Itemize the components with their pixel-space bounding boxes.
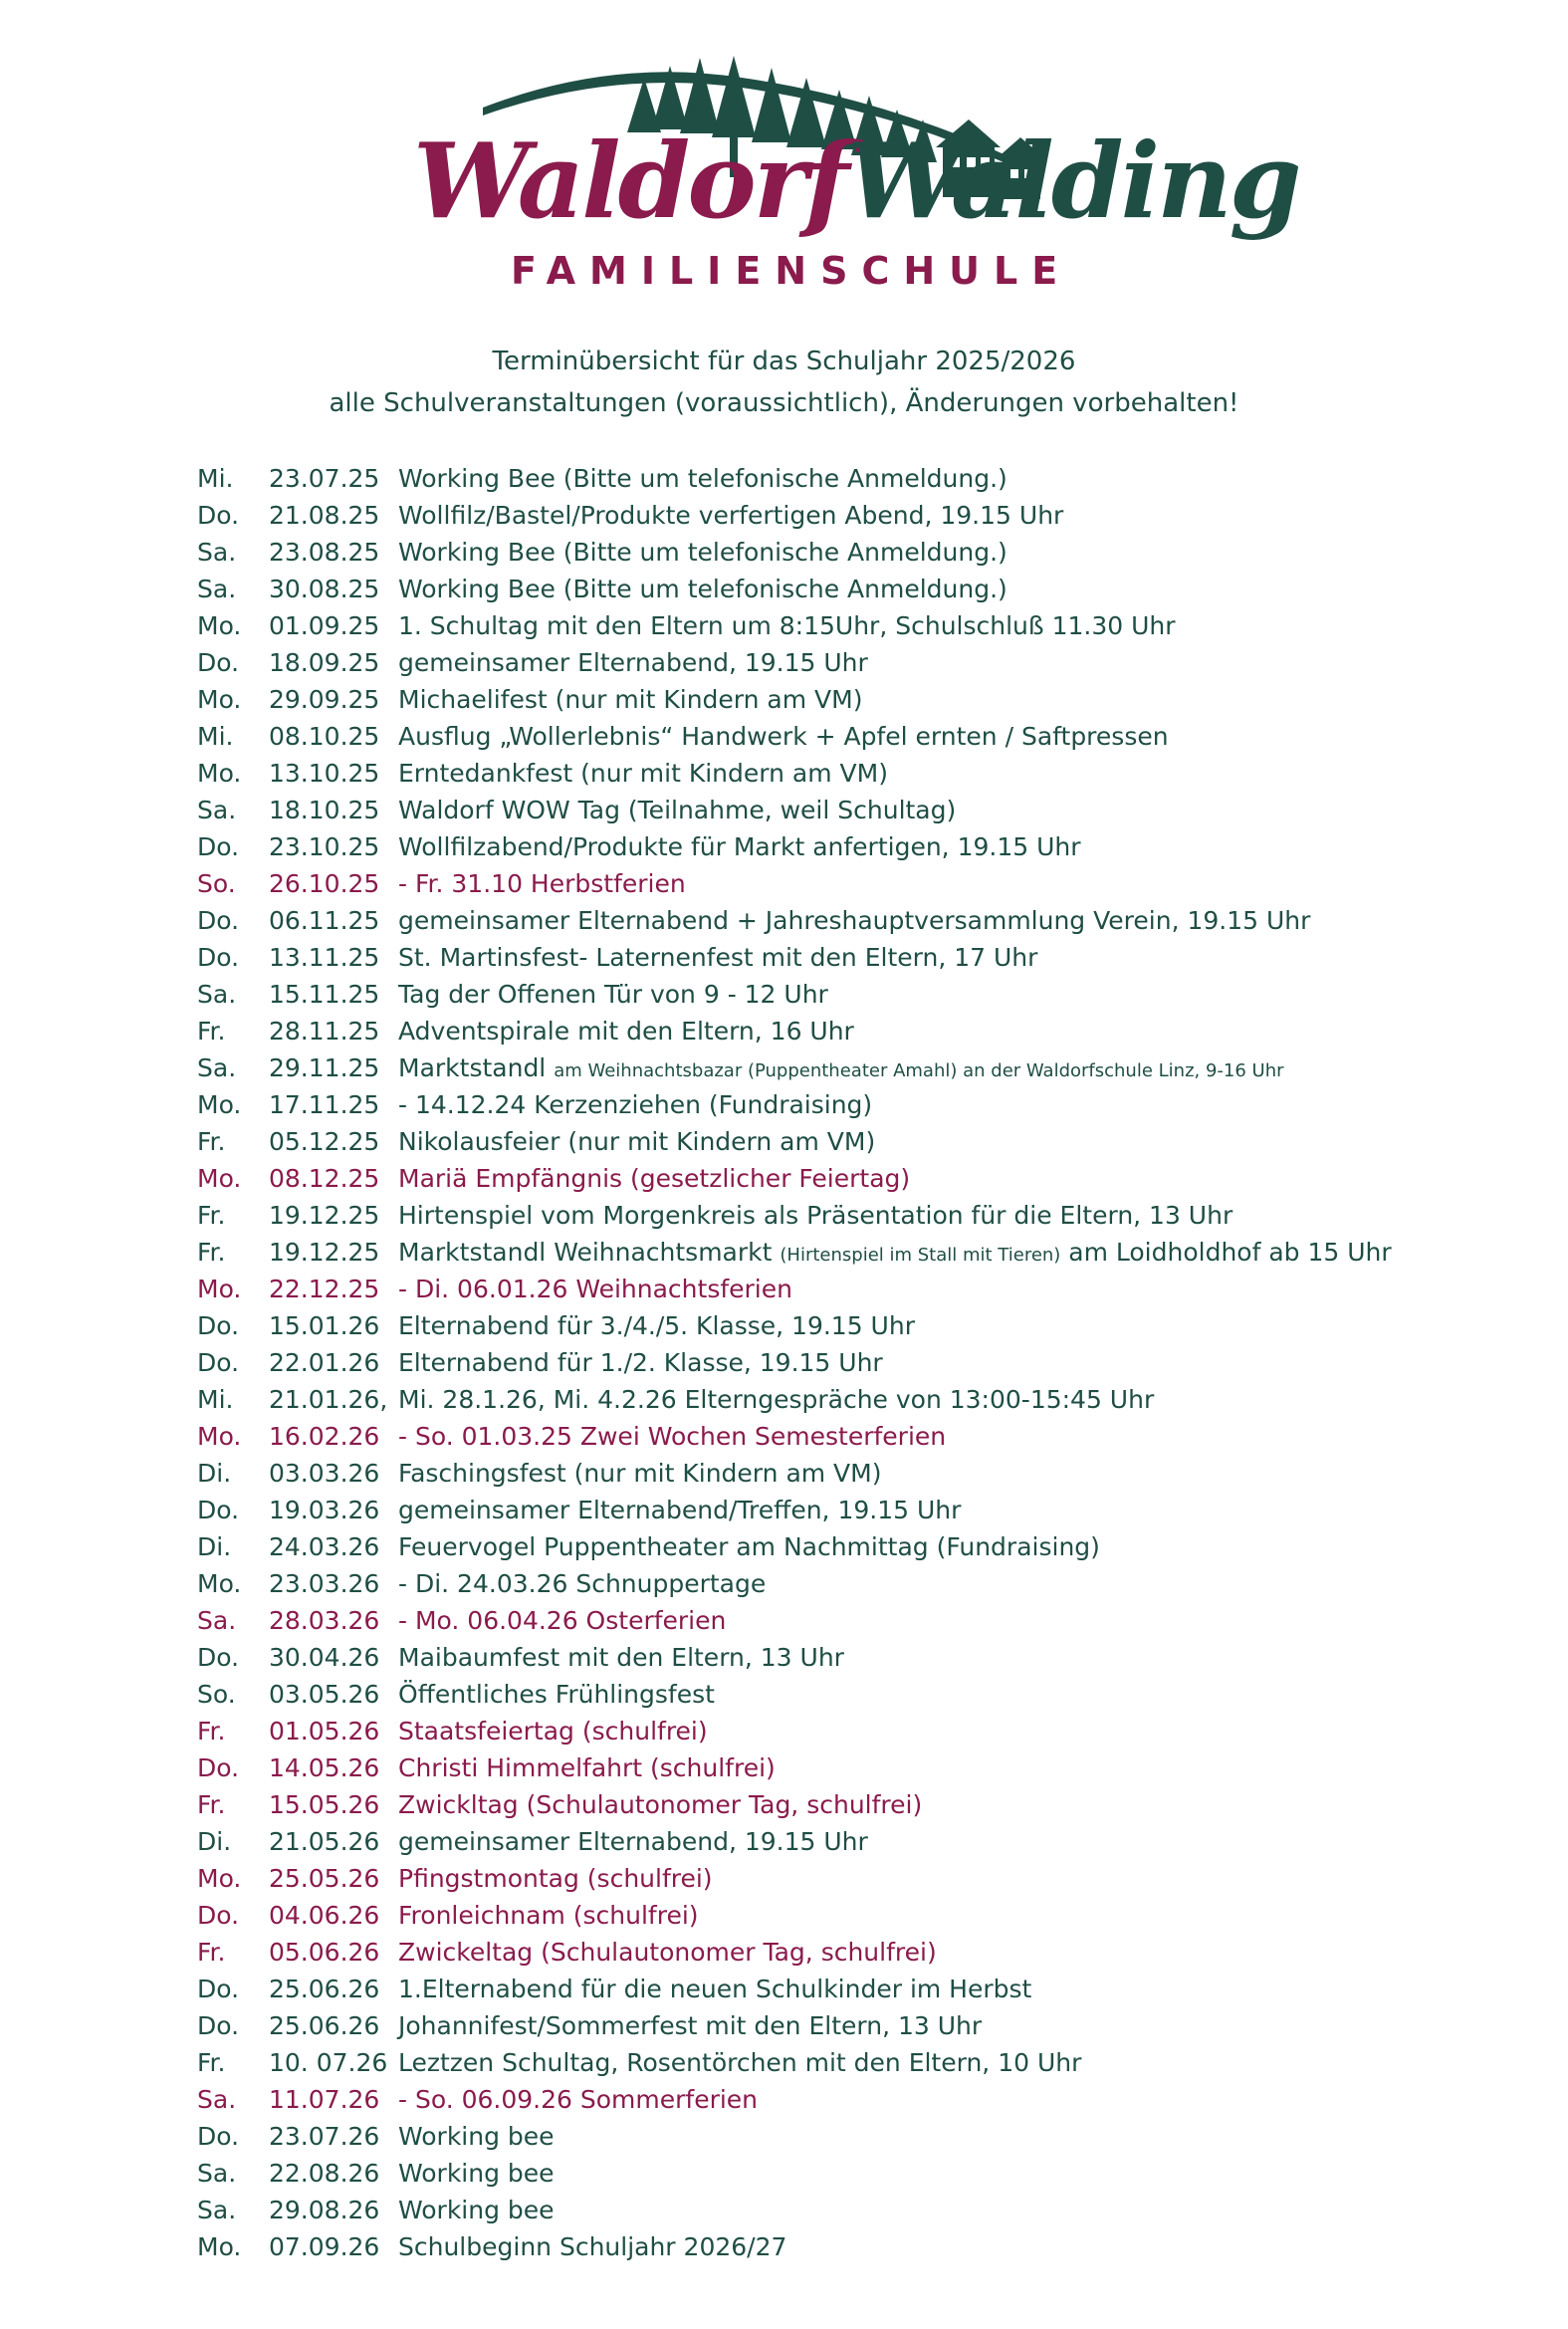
event-text: Faschingsfest (nur mit Kindern am VM) [398,1459,882,1488]
event-text: St. Martinsfest- Laternenfest mit den Eltern, 17 Uhr [398,943,1038,972]
event-day: Fr. [197,1017,226,1046]
event-date: 19.12.25 [269,1238,380,1267]
event-text: Working Bee (Bitte um telefonische Anmeldung.) [398,575,1008,603]
event-date: 18.09.25 [269,648,380,677]
event-text: - Fr. 31.10 Herbstferien [398,869,686,898]
event-day: Mo. [197,1569,242,1598]
logo-word-waldorf: Waldorf [413,119,847,242]
event-day: Do. [197,2122,240,2151]
event-text: Christi Himmelfahrt (schulfrei) [398,1753,776,1782]
event-description [398,1271,1521,1307]
event-text: 1. Schultag mit den Eltern um 8:15Uhr, Schulschluß 11.30 Uhr [398,611,1176,640]
event-description [398,1565,1521,1602]
school-logo [413,38,1299,307]
event-date: 24.03.26 [269,1532,380,1561]
event-date: 21.08.25 [269,501,380,530]
event-text: gemeinsamer Elternabend, 19.15 Uhr [398,1827,868,1856]
event-row [197,1602,1521,1639]
event-text: Tag der Offenen Tür von 9 - 12 Uhr [398,980,828,1009]
event-day: Mi. [197,464,234,493]
event-date: 30.08.25 [269,575,380,603]
event-text: Elternabend für 3./4./5. Klasse, 19.15 Uhr [398,1311,915,1340]
event-row [197,607,1521,644]
event-date: 05.06.26 [269,1938,380,1967]
event-text: - Di. 24.03.26 Schnuppertage [398,1569,767,1598]
event-day: Mo. [197,611,242,640]
event-day: Do. [197,943,240,972]
event-row [197,1860,1521,1897]
event-day: Fr. [197,1790,226,1819]
event-description [398,1049,1521,1086]
event-row [197,644,1521,681]
event-day: Do. [197,501,240,530]
event-description [398,1344,1521,1381]
event-description [398,571,1521,607]
event-row [197,1049,1521,1086]
event-row [197,939,1521,976]
event-row [197,2044,1521,2081]
event-day: Mo. [197,1422,242,1451]
event-date: 16.02.26 [269,1422,380,1451]
event-description [398,2118,1521,2155]
event-day: Mi. [197,722,234,751]
event-day: Do. [197,1901,240,1930]
event-day: Fr. [197,1201,226,1230]
event-text: Maibaumfest mit den Eltern, 13 Uhr [398,1643,844,1672]
event-row [197,1271,1521,1307]
event-row [197,1197,1521,1234]
event-date: 15.05.26 [269,1790,380,1819]
event-description [398,1528,1521,1565]
event-date: 10. 07.26 [269,2048,388,2077]
event-text-continued: am Loidholdhof ab 15 Uhr [1060,1238,1392,1267]
event-row [197,976,1521,1013]
event-description [398,2192,1521,2228]
event-description [398,718,1521,755]
event-row [197,534,1521,571]
event-day: Fr. [197,1717,226,1746]
event-row [197,571,1521,607]
header-subtitle: alle Schulveranstaltungen (voraussichtlich), Änderungen vorbehalten! [329,388,1239,418]
event-text: Staatsfeiertag (schulfrei) [398,1717,708,1746]
event-text: Leztzen Schultag, Rosentörchen mit den Eltern, 10 Uhr [398,2048,1082,2077]
header-title: Terminübersicht für das Schuljahr 2025/2026 [492,347,1076,376]
event-date: 07.09.26 [269,2232,380,2261]
event-day: Do. [197,1643,240,1672]
event-row [197,1234,1521,1271]
logo-wordmark [413,119,1299,242]
event-date: 25.05.26 [269,1864,380,1893]
event-day: Sa. [197,1053,237,1082]
event-description [398,976,1521,1013]
event-row [197,1897,1521,1934]
event-description [398,1123,1521,1160]
event-row [197,1934,1521,1971]
event-day: Mo. [197,685,242,714]
event-description [398,1492,1521,1528]
event-description [398,460,1521,497]
event-row [197,1639,1521,1676]
event-row [197,2007,1521,2044]
event-description [398,497,1521,534]
event-row [197,1749,1521,1786]
event-day: Di. [197,1532,232,1561]
event-date: 11.07.26 [269,2085,380,2114]
event-row [197,792,1521,828]
event-date: 29.08.26 [269,2196,380,2224]
event-day: Fr. [197,1238,226,1267]
event-text: Zwickltag (Schulautonomer Tag, schulfrei) [398,1790,923,1819]
event-date: 15.01.26 [269,1311,380,1340]
event-date: 23.07.25 [269,464,380,493]
event-date: 03.03.26 [269,1459,380,1488]
event-text: Wollfilz/Bastel/Produkte verfertigen Abend, 19.15 Uhr [398,501,1064,530]
event-description [398,1086,1521,1123]
event-text: Johannifest/Sommerfest mit den Eltern, 13 Uhr [398,2011,983,2040]
event-text: Pfingstmontag (schulfrei) [398,1864,713,1893]
event-text: Zwickeltag (Schulautonomer Tag, schulfrei) [398,1938,937,1967]
event-date: 15.11.25 [269,980,380,1009]
event-description [398,1823,1521,1860]
event-date: 23.08.25 [269,538,380,567]
event-description [398,1786,1521,1823]
event-day: Do. [197,1311,240,1340]
event-date: 28.11.25 [269,1017,380,1046]
event-date: 29.09.25 [269,685,380,714]
event-text: Öffentliches Frühlingsfest [398,1680,715,1709]
event-row [197,2118,1521,2155]
event-row [197,1381,1521,1418]
event-description [398,1713,1521,1749]
event-day: Mo. [197,1090,242,1119]
event-note: (Hirtenspiel im Stall mit Tieren) [780,1245,1061,1266]
event-text: - Di. 06.01.26 Weihnachtsferien [398,1275,792,1303]
event-row [197,2192,1521,2228]
event-date: 17.11.25 [269,1090,380,1119]
event-text: Ausflug „Wollerlebnis“ Handwerk + Apfel ernten / Saftpressen [398,722,1169,751]
event-day: Fr. [197,2048,226,2077]
event-date: 23.07.26 [269,2122,380,2151]
event-text: - 14.12.24 Kerzenziehen (Fundraising) [398,1090,873,1119]
event-row [197,1123,1521,1160]
event-text: Working bee [398,2159,555,2188]
event-description [398,1897,1521,1934]
event-description [398,828,1521,865]
event-date: 23.10.25 [269,832,380,861]
event-date: 14.05.26 [269,1753,380,1782]
event-description [398,681,1521,718]
event-day: Mo. [197,1275,242,1303]
event-row [197,1086,1521,1123]
event-text: Working bee [398,2122,555,2151]
event-text: gemeinsamer Elternabend + Jahreshauptversammlung Verein, 19.15 Uhr [398,906,1311,935]
event-row [197,2155,1521,2192]
event-text: gemeinsamer Elternabend/Treffen, 19.15 Uhr [398,1496,962,1524]
event-text: Mi. 28.1.26, Mi. 4.2.26 Elterngespräche von 13:00-15:45 Uhr [398,1385,1155,1414]
event-date: 21.05.26 [269,1827,380,1856]
event-text: Mariä Empfängnis (gesetzlicher Feiertag) [398,1164,911,1193]
event-date: 13.10.25 [269,759,380,788]
event-note: am Weihnachtsbazar (Puppentheater Amahl) an der Waldorfschule Linz, 9-16 Uhr [554,1060,1284,1081]
event-text: - So. 06.09.26 Sommerferien [398,2085,759,2114]
event-day: Sa. [197,2085,237,2114]
event-description [398,1934,1521,1971]
event-row [197,2081,1521,2118]
event-description [398,865,1521,902]
event-text: Fronleichnam (schulfrei) [398,1901,699,1930]
event-day: Sa. [197,796,237,824]
event-text: Nikolausfeier (nur mit Kindern am VM) [398,1127,876,1156]
event-text: - So. 01.03.25 Zwei Wochen Semesterferien [398,1422,947,1451]
event-day: Mi. [197,1385,234,1414]
event-text: Michaelifest (nur mit Kindern am VM) [398,685,863,714]
event-date: 08.12.25 [269,1164,380,1193]
event-day: Sa. [197,2196,237,2224]
event-description [398,644,1521,681]
event-day: Do. [197,1496,240,1524]
event-date: 21.01.26, [269,1385,388,1414]
event-day: Do. [197,1348,240,1377]
event-row [197,1013,1521,1049]
event-description [398,1307,1521,1344]
event-date: 29.11.25 [269,1053,380,1082]
event-date: 23.03.26 [269,1569,380,1598]
event-row [197,1307,1521,1344]
event-day: Di. [197,1459,232,1488]
event-description [398,1160,1521,1197]
event-row [197,497,1521,534]
event-date: 19.03.26 [269,1496,380,1524]
event-text: Schulbeginn Schuljahr 2026/27 [398,2232,787,2261]
event-day: Mo. [197,759,242,788]
event-row [197,1455,1521,1492]
event-text: gemeinsamer Elternabend, 19.15 Uhr [398,648,868,677]
event-description [398,1639,1521,1676]
event-day: Do. [197,648,240,677]
event-day: So. [197,869,236,898]
event-date: 19.12.25 [269,1201,380,1230]
event-description [398,1013,1521,1049]
event-description [398,2155,1521,2192]
event-text: Wollfilzabend/Produkte für Markt anfertigen, 19.15 Uhr [398,832,1081,861]
event-row [197,1528,1521,1565]
event-row [197,1823,1521,1860]
event-day: Sa. [197,1606,237,1635]
event-day: Do. [197,906,240,935]
event-description [398,1676,1521,1713]
logo-subtitle: FAMILIENSCHULE [511,249,1072,293]
page-header [0,341,1568,424]
event-row [197,460,1521,497]
event-text: Adventspirale mit den Eltern, 16 Uhr [398,1017,854,1046]
event-row [197,1786,1521,1823]
event-description [398,607,1521,644]
event-description [398,2228,1521,2265]
event-description [398,1860,1521,1897]
event-date: 22.12.25 [269,1275,380,1303]
event-day: Sa. [197,538,237,567]
event-row [197,1160,1521,1197]
event-text: - Mo. 06.04.26 Osterferien [398,1606,727,1635]
event-text: Erntedankfest (nur mit Kindern am VM) [398,759,888,788]
event-date: 30.04.26 [269,1643,380,1672]
event-description [398,534,1521,571]
event-description [398,939,1521,976]
event-row [197,718,1521,755]
event-date: 05.12.25 [269,1127,380,1156]
event-date: 22.08.26 [269,2159,380,2188]
event-text: 1.Elternabend für die neuen Schulkinder im Herbst [398,1975,1032,2003]
event-text: Marktstandl Weihnachtsmarkt [398,1238,781,1267]
event-day: Mo. [197,2232,242,2261]
event-description [398,1971,1521,2007]
event-date: 04.06.26 [269,1901,380,1930]
event-text: Working Bee (Bitte um telefonische Anmeldung.) [398,538,1008,567]
event-row [197,1713,1521,1749]
event-day: Do. [197,1753,240,1782]
event-row [197,865,1521,902]
event-day: Fr. [197,1938,226,1967]
logo-word-walding: Walding [846,119,1299,242]
event-description [398,792,1521,828]
event-description [398,1418,1521,1455]
event-row [197,1971,1521,2007]
event-description [398,1602,1521,1639]
event-text: Waldorf WOW Tag (Teilnahme, weil Schultag) [398,796,957,824]
event-row [197,1418,1521,1455]
event-date: 22.01.26 [269,1348,380,1377]
event-day: Do. [197,1975,240,2003]
event-description [398,2081,1521,2118]
event-date: 18.10.25 [269,796,380,824]
event-text: Feuervogel Puppentheater am Nachmittag (Fundraising) [398,1532,1100,1561]
event-day: Sa. [197,980,237,1009]
event-date: 26.10.25 [269,869,380,898]
event-text: Elternabend für 1./2. Klasse, 19.15 Uhr [398,1348,883,1377]
event-row [197,1344,1521,1381]
event-text: Working Bee (Bitte um telefonische Anmeldung.) [398,464,1008,493]
event-description [398,2007,1521,2044]
event-date: 01.09.25 [269,611,380,640]
event-row [197,828,1521,865]
event-day: Do. [197,2011,240,2040]
event-date: 25.06.26 [269,2011,380,2040]
event-text: Marktstandl [398,1053,555,1082]
event-row [197,755,1521,792]
event-date: 01.05.26 [269,1717,380,1746]
event-day: So. [197,1680,236,1709]
event-description [398,1749,1521,1786]
event-description [398,1455,1521,1492]
event-description [398,2044,1521,2081]
event-day: Sa. [197,575,237,603]
event-description [398,1234,1521,1271]
event-description [398,1381,1521,1418]
event-date: 03.05.26 [269,1680,380,1709]
event-text: Working bee [398,2196,555,2224]
event-day: Di. [197,1827,232,1856]
event-day: Fr. [197,1127,226,1156]
event-description [398,755,1521,792]
event-row [197,2228,1521,2265]
event-row [197,902,1521,939]
event-row [197,1565,1521,1602]
event-date: 25.06.26 [269,1975,380,2003]
event-description [398,1197,1521,1234]
event-row [197,1676,1521,1713]
event-day: Do. [197,832,240,861]
event-date: 28.03.26 [269,1606,380,1635]
event-row [197,681,1521,718]
event-day: Mo. [197,1864,242,1893]
event-day: Mo. [197,1164,242,1193]
event-list [197,460,1521,2265]
event-date: 08.10.25 [269,722,380,751]
event-date: 06.11.25 [269,906,380,935]
event-date: 13.11.25 [269,943,380,972]
event-row [197,1492,1521,1528]
event-text: Hirtenspiel vom Morgenkreis als Präsentation für die Eltern, 13 Uhr [398,1201,1233,1230]
event-description [398,902,1521,939]
event-day: Sa. [197,2159,237,2188]
